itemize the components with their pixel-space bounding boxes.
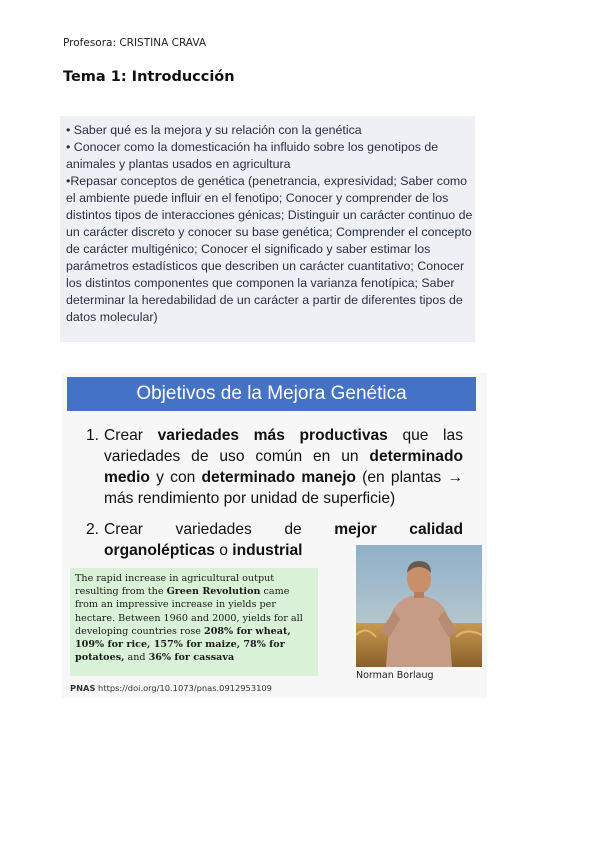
item-bold-text: determinado manejo (201, 469, 356, 486)
item-number: 2. (86, 521, 100, 538)
quote-text: came from an impressive increase in yields per hectare. Between 1960 and 2000, yields for all developing countries rose (75, 586, 303, 637)
item-bold-text: determinado medio (104, 448, 463, 486)
borlaug-photo (356, 545, 482, 667)
objective-item: • Conocer como la domesticación ha influido sobre los genotipos de animales y plantas usados en agricultura (66, 140, 439, 171)
quote-bold-text: 208% for wheat, 109% for rice, 157% for maize, 78% for potatoes, (75, 625, 291, 664)
quote-bold-text: 36% for cassava (148, 652, 235, 664)
photo-caption: Norman Borlaug (356, 670, 434, 681)
source-citation (70, 683, 272, 693)
teacher-name: Profesora: CRISTINA CRAVA (63, 37, 207, 49)
objective-item: • Saber qué es la mejora y su relación con la genética (66, 123, 362, 137)
topic-title: Tema 1: Introducción (63, 69, 235, 85)
item-text: Crear (104, 427, 158, 444)
item-text: Crear variedades de (104, 521, 335, 538)
item-bold-text: industrial (232, 542, 303, 559)
slide-objective-item (86, 425, 463, 509)
objective-item: •Repasar conceptos de genética (penetrancia, expresividad; Saber como el ambiente puede influir en el fenotipo; Conocer y comprender de los distintos tipos de interacciones génicas; Distinguir un carácter continuo de un carácter discreto y conocer su base genética; Comprender el concepto de carácter multigénico; Conocer el significado y saber estimar los parámetros estadísticos que describen un carácter cuantitativo; Conocer los distintos componentes que componen la varianza fenotípica; Saber determinar la heredabilidad de un carácter a partir de diferentes tipos de datos molecular) (66, 174, 473, 324)
slide-title: Objetivos de la Mejora Genética (67, 377, 476, 411)
item-text: y con (149, 469, 202, 486)
quote-text: The rapid increase in agricultural output resulting from the (75, 573, 275, 598)
item-text: o (214, 542, 233, 559)
source-label: PNAS (70, 683, 96, 693)
slide-objectives-list (86, 425, 463, 561)
green-revolution-quote (70, 568, 318, 676)
item-text: que las variedades de uso común en un (104, 427, 463, 465)
quote-text: and (124, 652, 149, 664)
source-ref: https://doi.org/10.1073/pnas.0912953109 (95, 683, 272, 693)
objectives-box (60, 116, 475, 342)
quote-bold-text: Green Revolution (166, 586, 261, 598)
item-text: (en plantas → más rendimiento por unidad de superficie) (104, 469, 463, 507)
slide-image (62, 373, 487, 698)
item-bold-text: mejor calidad organolépticas (104, 521, 464, 559)
item-bold-text: variedades más productivas (157, 427, 388, 444)
item-number: 1. (86, 427, 100, 444)
